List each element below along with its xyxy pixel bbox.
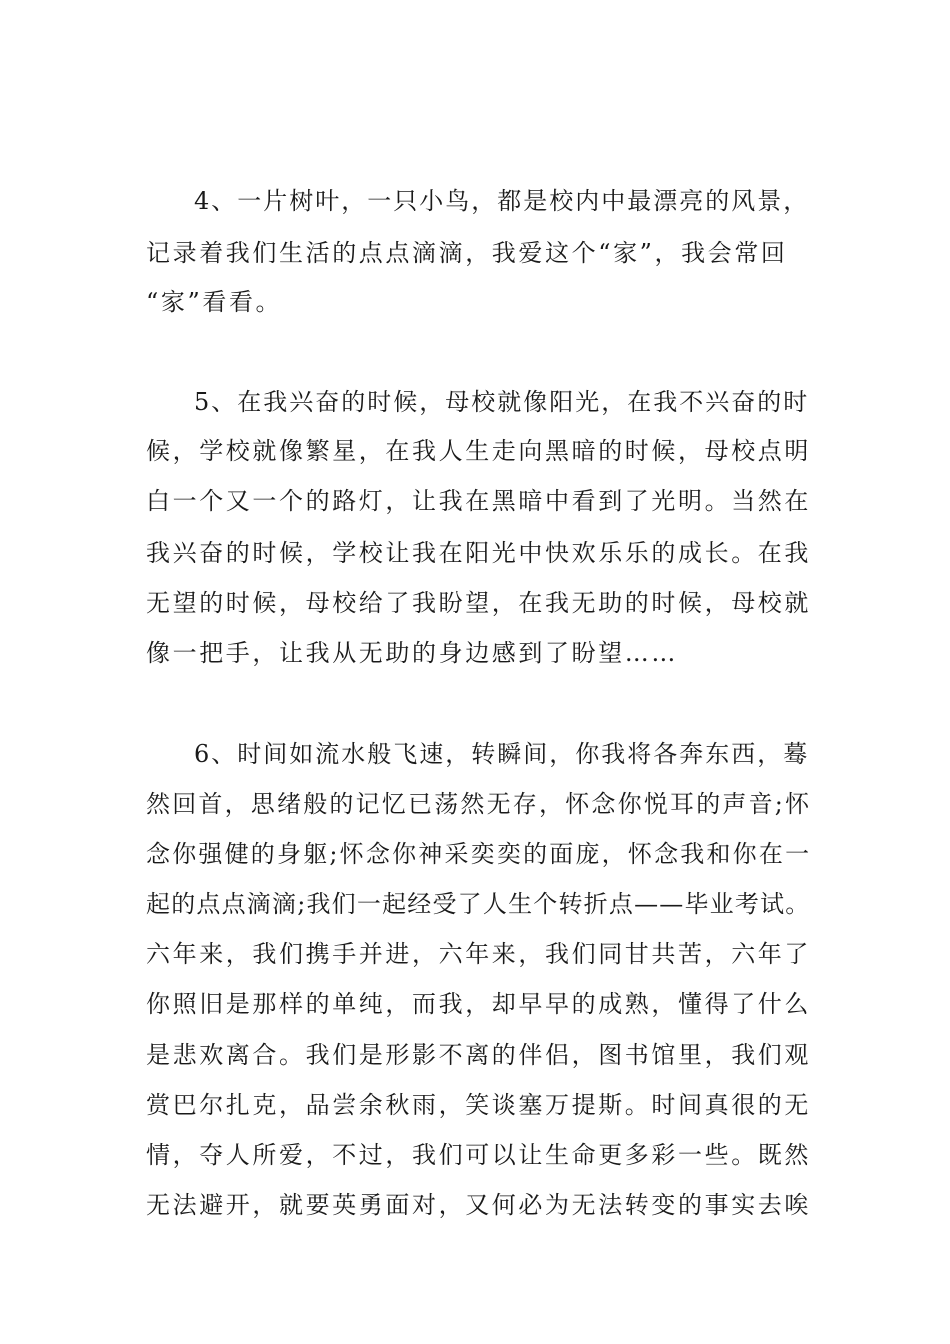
paragraph-line: 起的点点滴滴;我们一起经受了人生个转折点——毕业考试。 [146, 890, 811, 918]
paragraph-line: 记录着我们生活的点点滴滴，我爱这个“家”，我会常回 [146, 239, 788, 267]
paragraph-line: 无望的时候，母校给了我盼望，在我无助的时候，母校就 [146, 589, 811, 617]
paragraph-line: 无法避开，就要英勇面对，又何必为无法转变的事实去唉 [146, 1191, 811, 1219]
paragraph-line: 像一把手，让我从无助的身边感到了盼望…… [146, 639, 678, 667]
paragraph-line: 6、时间如流水般飞速，转瞬间，你我将各奔东西，蓦 [194, 740, 810, 768]
paragraph-line: 5、在我兴奋的时候，母校就像阳光，在我不兴奋的时 [194, 388, 810, 416]
paragraph-line: 候，学校就像繁星，在我人生走向黑暗的时候，母校点明 [146, 437, 811, 465]
paragraph-line: 情，夺人所爱，不过，我们可以让生命更多彩一些。既然 [146, 1141, 811, 1169]
paragraph-line: 然回首，思绪般的记忆已荡然无存，怀念你悦耳的声音;怀 [146, 790, 812, 818]
paragraph-line: 六年来，我们携手并进，六年来，我们同甘共苦，六年了 [146, 940, 811, 968]
paragraph-line: 念你强健的身躯;怀念你神采奕奕的面庞，怀念我和你在一 [146, 840, 812, 868]
paragraph-line: 我兴奋的时候，学校让我在阳光中快欢乐乐的成长。在我 [146, 539, 811, 567]
paragraph-line: 4、一片树叶，一只小鸟，都是校内中最漂亮的风景， [194, 187, 810, 215]
paragraph-line: 赏巴尔扎克，品尝余秋雨，笑谈塞万提斯。时间真很的无 [146, 1091, 811, 1119]
paragraph-line: 白一个又一个的路灯，让我在黑暗中看到了光明。当然在 [146, 487, 811, 515]
paragraph-line: 你照旧是那样的单纯，而我，却早早的成熟，懂得了什么 [146, 990, 811, 1018]
paragraph-line: “家”看看。 [146, 288, 283, 316]
paragraph-line: 是悲欢离合。我们是形影不离的伴侣，图书馆里，我们观 [146, 1041, 811, 1069]
